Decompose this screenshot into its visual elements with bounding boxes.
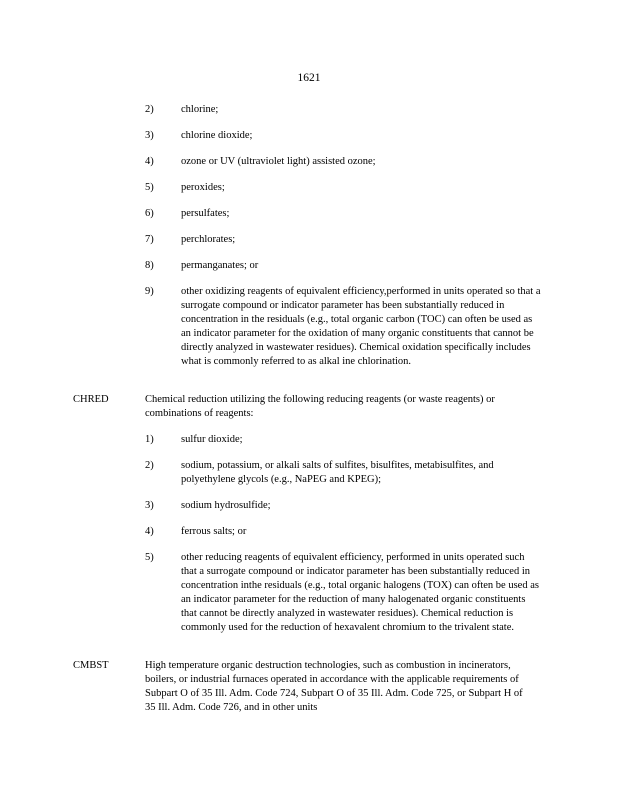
list-item-number: 2) bbox=[145, 460, 154, 471]
technology-definition: High temperature organic destruction technologies, such as combustion in incinerators, boilers, or industrial furnaces operated in accordance with the applicable requirements of Subpart O of 35 Ill. Adm. Code 724, Subpart O of 35 Ill. Adm. Code 725, or Subpart H of 35 Ill. Adm. Code 726, and in other units bbox=[145, 660, 523, 713]
technology-code: CHRED bbox=[73, 394, 109, 405]
list-item-text: sodium, potassium, or alkali salts of sulfites, bisulfites, metabisulfites, and polyethylene glycols (e.g., NaPEG and KPEG); bbox=[181, 460, 494, 485]
list-item-text: sodium hydrosulfide; bbox=[181, 500, 271, 511]
list-item-text: sulfur dioxide; bbox=[181, 434, 243, 445]
list-item-number: 4) bbox=[145, 156, 154, 167]
technology-code: CMBST bbox=[73, 660, 109, 671]
page-number: 1621 bbox=[297, 72, 321, 84]
list-item-text: other reducing reagents of equivalent efficiency, performed in units operated such that a surrogate compound or indicator parameter has been substantially reduced in concentration inthe residuals (e.g., total organic halogens (TOX) can often be used as an indicator parameter for the reduction of many halogenated organic constituents that cannot be directly analyzed in wastewater residues). Chemical reduction is commonly used for the reduction of hexavalent chromium to the trivalent state. bbox=[181, 552, 539, 633]
list-item-number: 5) bbox=[145, 552, 154, 563]
list-item-number: 8) bbox=[145, 260, 154, 271]
list-item-text: perchlorates; bbox=[181, 234, 236, 245]
list-item-text: persulfates; bbox=[181, 208, 230, 219]
list-item-number: 1) bbox=[145, 434, 154, 445]
list-item-text: chlorine; bbox=[181, 104, 219, 115]
list-item-number: 4) bbox=[145, 526, 154, 537]
list-item-text: other oxidizing reagents of equivalent efficiency,performed in units operated so that a surrogate compound or indicator parameter has been substantially reduced in concentration in the residuals (e.g., total organic carbon (TOC) can often be used as an indicator parameter for the oxidation of many organic constituents that cannot be directly analyzed in wastewater residues). Chemical oxidation specifically includes what is commonly referred to as alkal ine chlorination. bbox=[181, 286, 541, 367]
technology-definition: Chemical reduction utilizing the following reducing reagents (or waste reagents) or combinations of reagents: bbox=[145, 394, 495, 419]
list-item-number: 3) bbox=[145, 500, 154, 511]
list-item-text: permanganates; or bbox=[181, 260, 259, 271]
list-item-text: ozone or UV (ultraviolet light) assisted ozone; bbox=[181, 156, 376, 167]
list-item-number: 3) bbox=[145, 130, 154, 141]
list-item-number: 6) bbox=[145, 208, 154, 219]
list-item-number: 5) bbox=[145, 182, 154, 193]
list-item-number: 2) bbox=[145, 104, 154, 115]
list-item-text: ferrous salts; or bbox=[181, 526, 247, 537]
list-item-text: chlorine dioxide; bbox=[181, 130, 253, 141]
list-item-text: peroxides; bbox=[181, 182, 225, 193]
list-item-number: 7) bbox=[145, 234, 154, 245]
list-item-number: 9) bbox=[145, 286, 154, 297]
